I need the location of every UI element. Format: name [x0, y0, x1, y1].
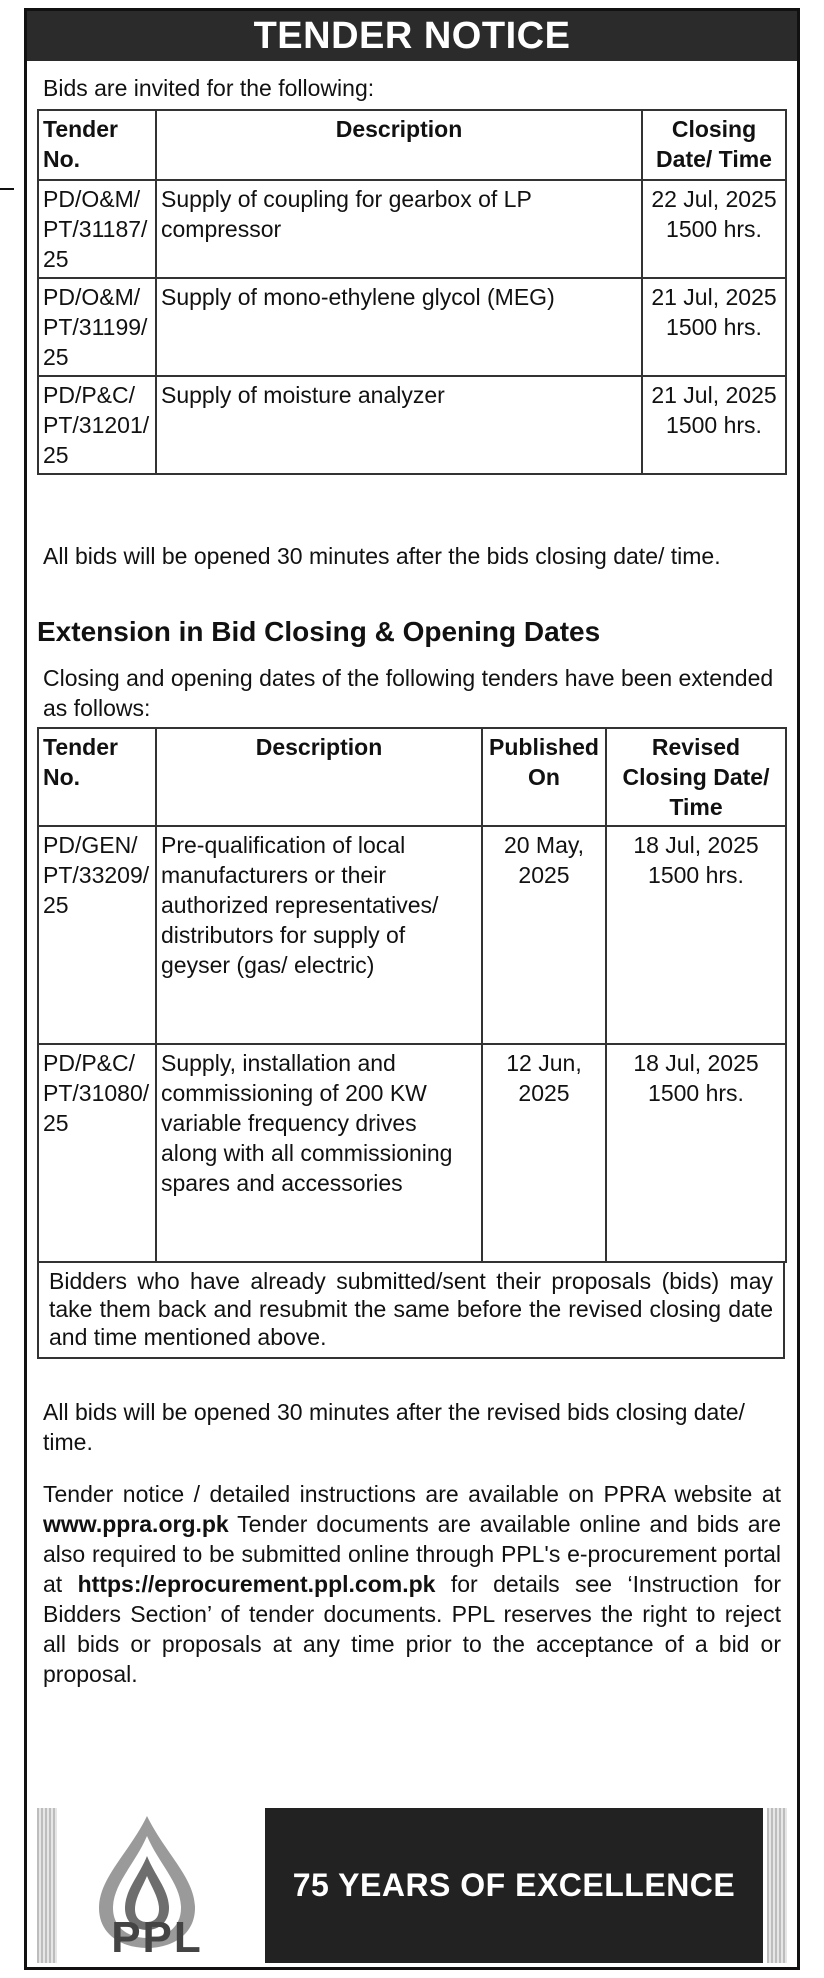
revised-closing-date: 18 Jul, 2025 1500 hrs.	[606, 826, 786, 1044]
extension-table	[37, 727, 787, 1263]
extension-intro: Closing and opening dates of the following tenders have been extended as follows:	[43, 665, 774, 721]
col-header-tender-no: Tender No.	[38, 110, 156, 180]
col-header-tender-no: Tender No.	[38, 728, 156, 826]
tender-description: Pre-qualification of local manufacturers or their authorized representatives/ distributors for supply of geyser (gas/ electric)	[156, 826, 482, 1044]
instructions-text-2: Tender documents are available online and bids are also required to be submitted online through PPL's e-procurement portal at	[43, 1511, 781, 1597]
ppra-website-link[interactable]: www.ppra.org.pk	[43, 1511, 229, 1537]
col-header-published: Published On	[482, 728, 606, 826]
table-row	[38, 180, 786, 278]
table-row	[38, 278, 786, 376]
col-header-description: Description	[156, 728, 482, 826]
revised-opening-note: All bids will be opened 30 minutes after the revised bids closing date/ time.	[43, 1399, 745, 1455]
intro-text: Bids are invited for the following:	[43, 75, 375, 101]
instructions-text-3: for details see ‘Instruction for Bidders Section’ of tender documents. PPL reserves the right to reject all bids or proposals at any time prior to the acceptance of a bid or proposal.	[43, 1571, 781, 1687]
closing-date: 21 Jul, 2025 1500 hrs.	[642, 376, 786, 474]
slogan-banner: 75 YEARS OF EXCELLENCE	[265, 1808, 763, 1963]
eprocurement-portal-link[interactable]: https://eprocurement.ppl.com.pk	[77, 1571, 436, 1597]
tender-description: Supply of coupling for gearbox of LP compressor	[156, 180, 642, 278]
extension-heading: Extension in Bid Closing & Opening Dates	[37, 616, 601, 647]
footer	[27, 1802, 797, 1967]
banner-title: TENDER NOTICE	[27, 11, 797, 61]
table-header-row	[38, 728, 786, 826]
tender-no: PD/O&M/ PT/31187/ 25	[38, 180, 156, 278]
tender-description: Supply of moisture analyzer	[156, 376, 642, 474]
revised-closing-date: 18 Jul, 2025 1500 hrs.	[606, 1044, 786, 1262]
tender-notice-frame	[24, 8, 800, 1970]
bidders-note-box: Bidders who have already submitted/sent their proposals (bids) may take them back and resubmit the same before the revised closing date and time mentioned above.	[37, 1261, 785, 1359]
table-header-row	[38, 110, 786, 180]
col-header-closing: Closing Date/ Time	[642, 110, 786, 180]
col-header-description: Description	[156, 110, 642, 180]
table-row	[38, 376, 786, 474]
tender-no: PD/P&C/ PT/31080/ 25	[38, 1044, 156, 1262]
tender-no: PD/GEN/ PT/33209/ 25	[38, 826, 156, 1044]
tender-description: Supply of mono-ethylene glycol (MEG)	[156, 278, 642, 376]
closing-date: 21 Jul, 2025 1500 hrs.	[642, 278, 786, 376]
instructions-text-1: Tender notice / detailed instructions are available on PPRA website at	[43, 1481, 781, 1507]
table-row	[38, 826, 786, 1044]
closing-date: 22 Jul, 2025 1500 hrs.	[642, 180, 786, 278]
published-date: 12 Jun, 2025	[482, 1044, 606, 1262]
margin-mark	[0, 188, 14, 190]
ppl-logo-text: PPL	[111, 1913, 203, 1962]
decorative-stripe-right	[767, 1808, 787, 1963]
bids-opening-note: All bids will be opened 30 minutes after the bids closing date/ time.	[43, 543, 721, 569]
tender-no: PD/P&C/ PT/31201/ 25	[38, 376, 156, 474]
table-row	[38, 1044, 786, 1262]
instructions-paragraph	[43, 1479, 781, 1689]
tender-table	[37, 109, 787, 475]
published-date: 20 May, 2025	[482, 826, 606, 1044]
col-header-revised-closing: Revised Closing Date/ Time	[606, 728, 786, 826]
tender-description: Supply, installation and commissioning of 200 KW variable frequency drives along with all commissioning spares and accessories	[156, 1044, 482, 1262]
tender-no: PD/O&M/ PT/31199/ 25	[38, 278, 156, 376]
